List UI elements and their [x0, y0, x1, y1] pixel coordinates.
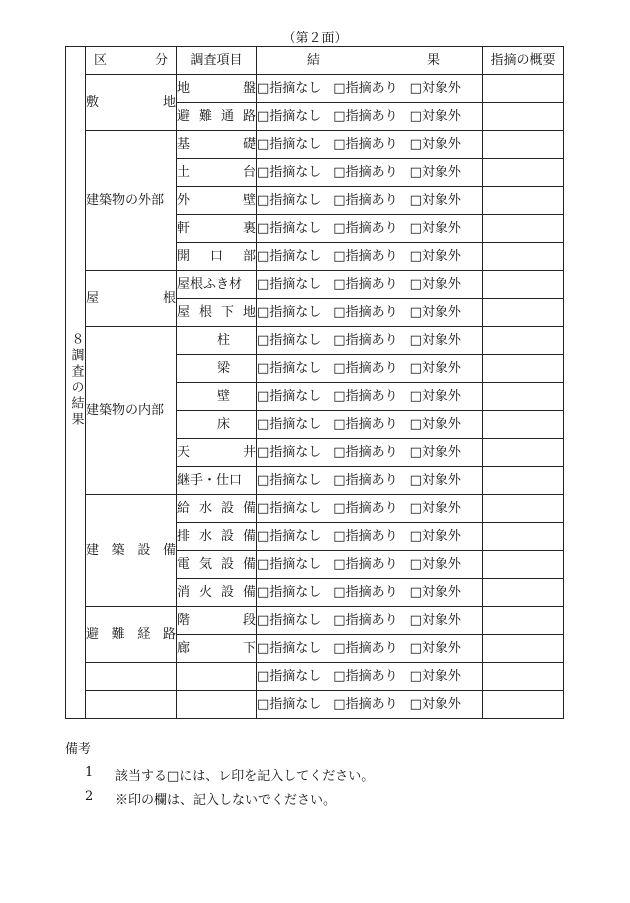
item-label: 台 — [242, 164, 256, 180]
summary-cell[interactable] — [483, 75, 564, 103]
item-label: 設 — [220, 500, 234, 516]
category-label: 建 — [86, 542, 100, 558]
result-checkbox-option[interactable]: □指摘なし — [257, 472, 322, 488]
result-checkbox-option[interactable]: □指摘あり — [333, 192, 398, 208]
result-checkbox-option[interactable]: □指摘あり — [333, 556, 398, 572]
category-label: 路 — [162, 626, 176, 642]
result-checkbox-option[interactable]: □指摘あり — [333, 444, 398, 460]
item-label: 礎 — [242, 136, 256, 152]
item-label: 電 — [177, 556, 191, 572]
item-label: 水 — [198, 500, 212, 516]
item-label: 屋 — [177, 304, 191, 320]
result-checkbox-option[interactable]: □対象外 — [409, 500, 461, 516]
header-category — [86, 47, 177, 75]
summary-cell[interactable] — [483, 579, 564, 607]
item-label: 路 — [242, 108, 256, 124]
result-cell — [257, 411, 483, 439]
item-label: 給 — [177, 500, 191, 516]
result-checkbox-option[interactable]: □対象外 — [409, 696, 461, 712]
result-checkbox-option[interactable]: □指摘なし — [257, 528, 322, 544]
item-label: 盤 — [242, 80, 256, 96]
item-label: 継手・仕口 — [177, 472, 243, 488]
result-checkbox-option[interactable]: □指摘あり — [333, 500, 398, 516]
table-row — [66, 75, 564, 103]
result-cell — [257, 215, 483, 243]
category-cell — [86, 663, 177, 691]
result-checkbox-option[interactable]: □対象外 — [409, 164, 461, 180]
header-result-part: 結 — [307, 52, 321, 68]
result-checkbox-option[interactable]: □指摘なし — [257, 388, 322, 404]
result-cell — [257, 243, 483, 271]
header-result — [257, 47, 483, 75]
survey-table-body — [66, 47, 564, 719]
result-cell — [257, 75, 483, 103]
item-cell — [177, 243, 257, 271]
result-cell — [257, 495, 483, 523]
item-label: 下 — [220, 304, 234, 320]
summary-cell[interactable] — [483, 523, 564, 551]
item-cell — [177, 103, 257, 131]
result-checkbox-option[interactable]: □指摘あり — [333, 80, 398, 96]
table-row — [66, 131, 564, 159]
result-cell — [257, 635, 483, 663]
item-label: 火 — [198, 584, 212, 600]
result-checkbox-option[interactable]: □対象外 — [409, 416, 461, 432]
notes-title: 備考 — [65, 742, 92, 757]
result-checkbox-option[interactable]: □対象外 — [409, 640, 461, 656]
category-label: 設 — [137, 542, 151, 558]
category-cell — [86, 495, 177, 607]
summary-cell[interactable] — [483, 103, 564, 131]
summary-cell[interactable] — [483, 299, 564, 327]
category-cell — [86, 691, 177, 719]
category-label: 築 — [111, 542, 125, 558]
summary-cell[interactable] — [483, 383, 564, 411]
item-label: 柱 — [216, 332, 230, 348]
result-checkbox-option[interactable]: □指摘なし — [257, 248, 322, 264]
item-cell — [177, 299, 257, 327]
summary-cell[interactable] — [483, 495, 564, 523]
notes-section — [65, 738, 374, 813]
result-checkbox-option[interactable]: □指摘あり — [333, 360, 398, 376]
result-checkbox-option[interactable]: □対象外 — [409, 584, 461, 600]
category-label: 建築物の外部 — [86, 192, 165, 208]
summary-cell[interactable] — [483, 691, 564, 719]
survey-results-table — [65, 46, 564, 719]
result-checkbox-option[interactable]: □指摘なし — [257, 192, 322, 208]
table-header-row — [66, 47, 564, 75]
summary-cell[interactable] — [483, 159, 564, 187]
item-label: 外 — [177, 192, 191, 208]
result-checkbox-option[interactable]: □指摘あり — [333, 136, 398, 152]
result-checkbox-option[interactable]: □対象外 — [409, 556, 461, 572]
result-cell — [257, 579, 483, 607]
result-cell — [257, 131, 483, 159]
table-row — [66, 327, 564, 355]
category-label: 避 — [86, 626, 100, 642]
note-line — [85, 789, 374, 808]
result-checkbox-option[interactable]: □対象外 — [409, 136, 461, 152]
result-checkbox-option[interactable]: □指摘なし — [257, 444, 322, 460]
summary-cell[interactable] — [483, 215, 564, 243]
result-checkbox-option[interactable]: □指摘なし — [257, 332, 322, 348]
result-checkbox-option[interactable]: □対象外 — [409, 444, 461, 460]
item-cell — [177, 691, 257, 719]
result-checkbox-option[interactable]: □対象外 — [409, 528, 461, 544]
item-label: 備 — [242, 500, 256, 516]
note-number: 1 — [85, 765, 94, 780]
section-label: ８調査の結果 — [68, 332, 84, 428]
item-label: 消 — [177, 584, 191, 600]
result-checkbox-option[interactable]: □対象外 — [409, 80, 461, 96]
item-label: 屋根ふき材 — [177, 276, 243, 292]
result-cell — [257, 159, 483, 187]
item-cell — [177, 215, 257, 243]
summary-cell[interactable] — [483, 355, 564, 383]
item-cell — [177, 355, 257, 383]
result-checkbox-option[interactable]: □指摘あり — [333, 332, 398, 348]
result-checkbox-option[interactable]: □指摘あり — [333, 584, 398, 600]
result-checkbox-option[interactable]: □対象外 — [409, 332, 461, 348]
item-cell — [177, 327, 257, 355]
note-line — [85, 765, 374, 784]
header-summary: 指摘の概要 — [483, 47, 564, 75]
result-checkbox-option[interactable]: □指摘なし — [257, 668, 322, 684]
result-cell — [257, 663, 483, 691]
item-cell — [177, 271, 257, 299]
category-label: 難 — [111, 626, 125, 642]
result-checkbox-option[interactable]: □指摘あり — [333, 108, 398, 124]
item-label: 口 — [209, 248, 223, 264]
result-checkbox-option[interactable]: □指摘なし — [257, 136, 322, 152]
item-label: 備 — [242, 556, 256, 572]
item-label: 廊 — [177, 640, 191, 656]
result-checkbox-option[interactable]: □指摘あり — [333, 164, 398, 180]
item-label: 通 — [220, 108, 234, 124]
item-label: 床 — [216, 416, 230, 432]
summary-cell[interactable] — [483, 411, 564, 439]
result-checkbox-option[interactable]: □対象外 — [409, 472, 461, 488]
note-number: 2 — [85, 789, 94, 804]
item-label: 水 — [198, 528, 212, 544]
result-cell — [257, 187, 483, 215]
item-label: 備 — [242, 584, 256, 600]
result-checkbox-option[interactable]: □指摘なし — [257, 500, 322, 516]
item-label: 避 — [177, 108, 191, 124]
item-label: 地 — [242, 304, 256, 320]
item-cell — [177, 75, 257, 103]
summary-cell[interactable] — [483, 271, 564, 299]
item-cell — [177, 131, 257, 159]
item-label: 壁 — [242, 192, 256, 208]
summary-cell[interactable] — [483, 663, 564, 691]
result-checkbox-option[interactable]: □対象外 — [409, 612, 461, 628]
result-checkbox-option[interactable]: □対象外 — [409, 248, 461, 264]
category-cell — [86, 271, 177, 327]
result-checkbox-option[interactable]: □指摘あり — [333, 248, 398, 264]
result-checkbox-option[interactable]: □指摘なし — [257, 696, 322, 712]
header-result-part: 果 — [426, 52, 440, 68]
result-checkbox-option[interactable]: □指摘なし — [257, 164, 322, 180]
item-cell — [177, 187, 257, 215]
category-label: 備 — [162, 542, 176, 558]
result-cell — [257, 439, 483, 467]
item-label: 設 — [220, 556, 234, 572]
result-cell — [257, 327, 483, 355]
result-checkbox-option[interactable]: □対象外 — [409, 360, 461, 376]
item-label: 天 — [177, 444, 191, 460]
result-checkbox-option[interactable]: □指摘なし — [257, 304, 322, 320]
header-item: 調査項目 — [177, 47, 257, 75]
item-label: 梁 — [216, 360, 230, 376]
item-cell — [177, 551, 257, 579]
item-label: 裏 — [242, 220, 256, 236]
category-label: 地 — [162, 94, 176, 110]
item-label: 部 — [242, 248, 256, 264]
result-cell — [257, 691, 483, 719]
result-checkbox-option[interactable]: □指摘なし — [257, 640, 322, 656]
item-label: 段 — [242, 612, 256, 628]
result-cell — [257, 299, 483, 327]
note-text: 該当する□には、レ印を記入してください。 — [115, 769, 375, 784]
item-cell — [177, 607, 257, 635]
result-cell — [257, 607, 483, 635]
item-cell — [177, 411, 257, 439]
result-checkbox-option[interactable]: □指摘あり — [333, 304, 398, 320]
summary-cell[interactable] — [483, 467, 564, 495]
table-row — [66, 271, 564, 299]
item-cell — [177, 159, 257, 187]
item-cell — [177, 579, 257, 607]
result-checkbox-option[interactable]: □対象外 — [409, 668, 461, 684]
item-label: 排 — [177, 528, 191, 544]
result-checkbox-option[interactable]: □指摘なし — [257, 612, 322, 628]
summary-cell[interactable] — [483, 635, 564, 663]
table-row — [66, 663, 564, 691]
result-checkbox-option[interactable]: □指摘なし — [257, 276, 322, 292]
item-label: 地 — [177, 80, 191, 96]
result-cell — [257, 355, 483, 383]
result-checkbox-option[interactable]: □指摘あり — [333, 220, 398, 236]
table-row — [66, 495, 564, 523]
result-cell — [257, 467, 483, 495]
result-checkbox-option[interactable]: □対象外 — [409, 388, 461, 404]
result-checkbox-option[interactable]: □指摘あり — [333, 612, 398, 628]
page-number: （第２面） — [282, 31, 348, 46]
result-cell — [257, 551, 483, 579]
item-label: 軒 — [177, 220, 191, 236]
result-checkbox-option[interactable]: □指摘なし — [257, 584, 322, 600]
result-checkbox-option[interactable]: □指摘なし — [257, 220, 322, 236]
category-label: 根 — [162, 290, 176, 306]
result-cell — [257, 103, 483, 131]
result-checkbox-option[interactable]: □指摘あり — [333, 668, 398, 684]
category-cell — [86, 607, 177, 663]
result-checkbox-option[interactable]: □対象外 — [409, 304, 461, 320]
result-cell — [257, 271, 483, 299]
header-category-part: 区 — [94, 52, 108, 68]
result-checkbox-option[interactable]: □対象外 — [409, 220, 461, 236]
summary-cell[interactable] — [483, 243, 564, 271]
result-checkbox-option[interactable]: □指摘なし — [257, 416, 322, 432]
item-label: 備 — [242, 528, 256, 544]
table-row — [66, 607, 564, 635]
item-label: 根 — [198, 304, 212, 320]
category-cell — [86, 75, 177, 131]
summary-cell[interactable] — [483, 131, 564, 159]
item-label: 壁 — [216, 388, 230, 404]
item-label: 気 — [198, 556, 212, 572]
item-label: 基 — [177, 136, 191, 152]
result-cell — [257, 383, 483, 411]
category-label: 経 — [137, 626, 151, 642]
result-checkbox-option[interactable]: □指摘なし — [257, 80, 322, 96]
result-checkbox-option[interactable]: □対象外 — [409, 276, 461, 292]
item-label: 階 — [177, 612, 191, 628]
result-checkbox-option[interactable]: □指摘あり — [333, 472, 398, 488]
result-checkbox-option[interactable]: □対象外 — [409, 108, 461, 124]
result-checkbox-option[interactable]: □指摘あり — [333, 276, 398, 292]
result-checkbox-option[interactable]: □指摘あり — [333, 640, 398, 656]
summary-cell[interactable] — [483, 327, 564, 355]
item-label: 難 — [198, 108, 212, 124]
result-checkbox-option[interactable]: □対象外 — [409, 192, 461, 208]
result-checkbox-option[interactable]: □指摘なし — [257, 556, 322, 572]
item-cell — [177, 439, 257, 467]
summary-cell[interactable] — [483, 187, 564, 215]
item-cell — [177, 663, 257, 691]
result-checkbox-option[interactable]: □指摘なし — [257, 360, 322, 376]
summary-cell[interactable] — [483, 551, 564, 579]
note-text: ※印の欄は、記入しないでください。 — [115, 793, 337, 808]
item-cell — [177, 495, 257, 523]
result-checkbox-option[interactable]: □指摘なし — [257, 108, 322, 124]
result-checkbox-option[interactable]: □指摘あり — [333, 696, 398, 712]
section-label-cell — [66, 47, 86, 719]
result-cell — [257, 523, 483, 551]
item-cell — [177, 523, 257, 551]
item-cell — [177, 383, 257, 411]
result-checkbox-option[interactable]: □指摘あり — [333, 388, 398, 404]
result-checkbox-option[interactable]: □指摘あり — [333, 528, 398, 544]
item-cell — [177, 467, 257, 495]
category-label: 屋 — [86, 290, 100, 306]
category-cell — [86, 131, 177, 271]
item-label: 設 — [220, 528, 234, 544]
category-label: 敷 — [86, 94, 100, 110]
category-cell — [86, 327, 177, 495]
result-checkbox-option[interactable]: □指摘あり — [333, 416, 398, 432]
item-label: 下 — [242, 640, 256, 656]
summary-cell[interactable] — [483, 607, 564, 635]
category-label: 建築物の内部 — [86, 402, 165, 418]
item-label: 井 — [242, 444, 256, 460]
item-label: 開 — [177, 248, 191, 264]
item-cell — [177, 635, 257, 663]
item-label: 設 — [220, 584, 234, 600]
summary-cell[interactable] — [483, 439, 564, 467]
table-row — [66, 691, 564, 719]
header-category-part: 分 — [154, 52, 168, 68]
item-label: 土 — [177, 164, 191, 180]
